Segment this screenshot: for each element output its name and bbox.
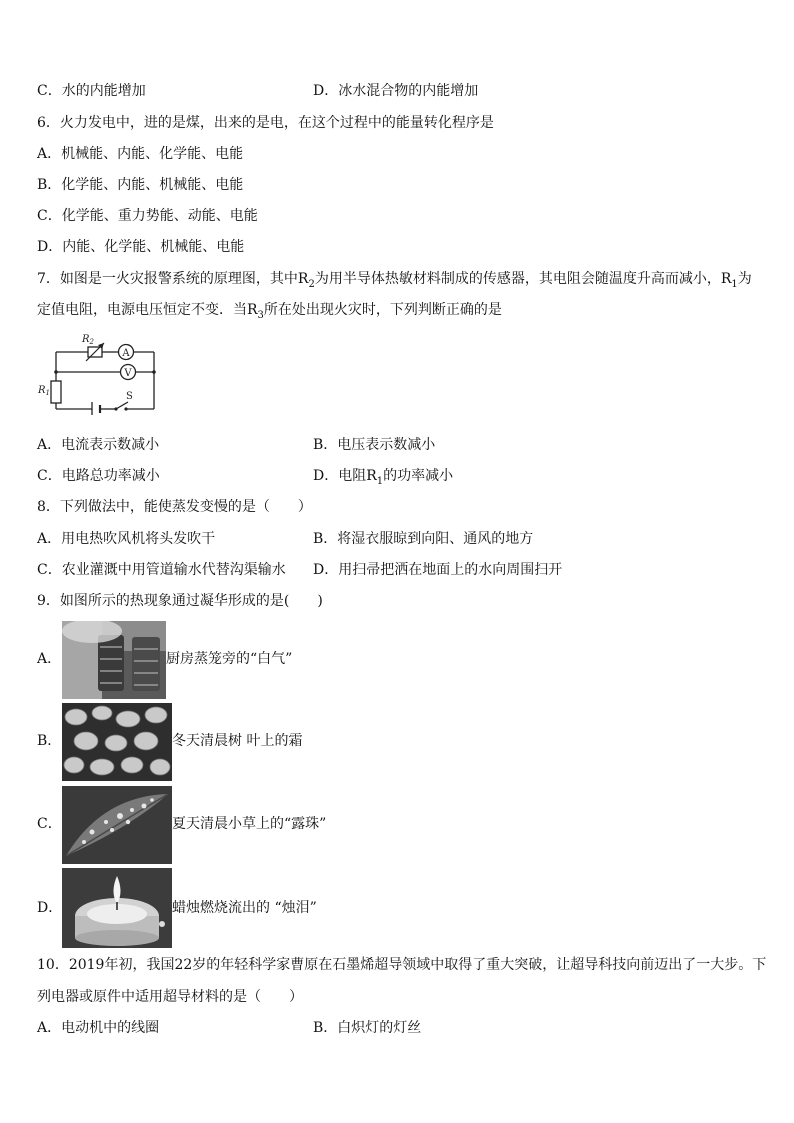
q6-stem: 6．火力发电中，进的是煤，出来的是电，在这个过程中的能量转化程序是 (37, 115, 494, 131)
q7-stem-line2: 定值电阻，电源电压恒定不变．当$R_3$所在处出现火灾时，下列判断正确的是 (37, 302, 502, 321)
q7-option-c: C．电路总功率减小 (37, 468, 160, 484)
q8-option-d: D．用扫帚把洒在地面上的水向周围扫开 (313, 562, 563, 578)
q8-option-b: B．将湿衣服晾到向阳、通风的地方 (313, 531, 534, 547)
q9-stem: 9．如图所示的热现象通过凝华形成的是( ) (37, 593, 323, 609)
q10-stem-line1: 10．2019年初，我国22岁的年轻科学家曹原在石墨烯超导领域中取得了重大突破，让超导科技向前迈出了一大步。下 (37, 957, 767, 973)
dew-leaf-photo (62, 786, 172, 864)
q7-option-a: A．电流表示数减小 (37, 437, 160, 453)
q10-option-a: A．电动机中的线圈 (37, 1020, 160, 1036)
q8-option-a: A．用电热吹风机将头发吹干 (37, 531, 216, 547)
label-switch: S (126, 391, 133, 402)
q10-option-b: B．白炽灯的灯丝 (313, 1020, 422, 1036)
label-ammeter: A (122, 348, 130, 359)
q6-option-c: C．化学能、重力势能、动能、电能 (37, 208, 258, 224)
label-r2: $R_2$ (82, 334, 94, 346)
q7-stem-line1: 7．如图是一火灾报警系统的原理图，其中$R_2$为用半导体热敏材料制成的传感器，其电阻会随温度升高而减小，$R_1$为 (37, 271, 752, 290)
q7-option-d: D．电阻$R_1$的功率减小 (313, 468, 454, 487)
q6-option-a: A．机械能、内能、化学能、电能 (37, 146, 244, 162)
steamer-photo (62, 621, 166, 699)
q5-option-d: D．冰水混合物的内能增加 (313, 83, 479, 99)
q6-option-b: B．化学能、内能、机械能、电能 (37, 177, 244, 193)
q5-option-c: C．水的内能增加 (37, 83, 146, 99)
q7-option-b: B．电压表示数减小 (313, 437, 436, 453)
q7-circuit-diagram (34, 331, 160, 415)
q10-stem-line2: 列电器或原件中适用超导材料的是（ ） (37, 989, 303, 1005)
q6-option-d: D．内能、化学能、机械能、电能 (37, 239, 245, 255)
candle-photo (62, 868, 172, 948)
q8-stem: 8．下列做法中，能使蒸发变慢的是（ ） (37, 499, 312, 515)
label-voltmeter: V (124, 368, 132, 379)
frost-leaves-photo (62, 703, 172, 781)
q8-option-c: C．农业灌溉中用管道输水代替沟渠输水 (37, 562, 286, 578)
resistor-r1 (51, 381, 61, 403)
label-r1: $R_1$ (38, 385, 50, 397)
